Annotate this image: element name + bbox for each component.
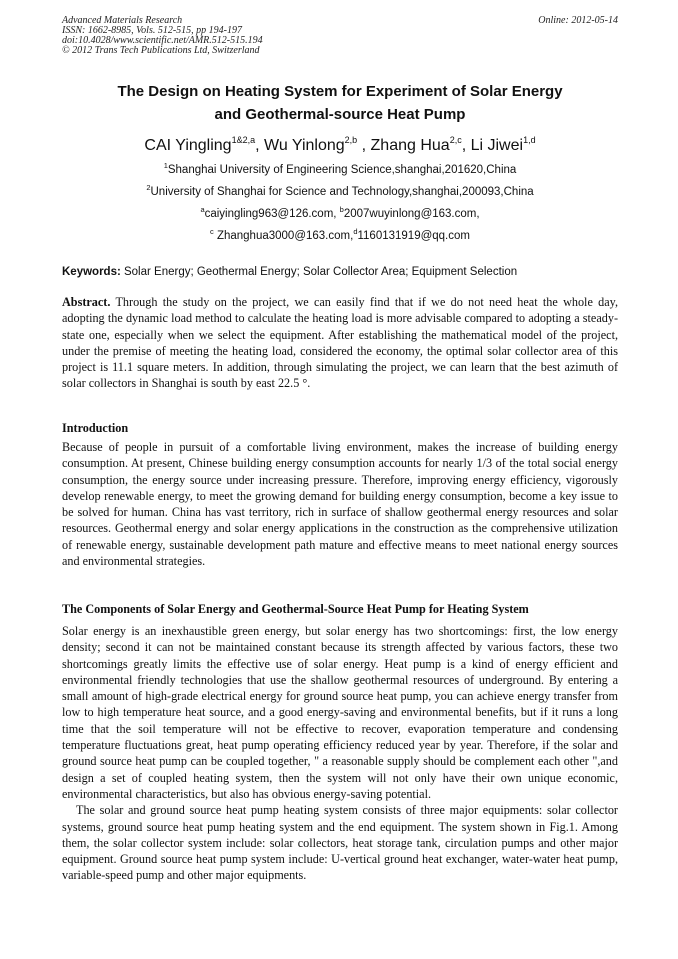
components-section (62, 623, 618, 884)
section-heading-components: The Components of Solar Energy and Geothermal-Source Heat Pump for Heating System (62, 602, 529, 616)
keywords-label: Keywords: (62, 266, 121, 278)
author-list: CAI Yingling$^{1\&2,a}$, Wu Yinlong$^{2,b}$ , Zhang Hua$^{2,c}$, Li Jiwei$^{1,d}$ (144, 135, 536, 154)
journal-header (62, 16, 618, 56)
title-line-2: and Geothermal-source Heat Pump (214, 106, 466, 123)
paper-title (62, 80, 618, 126)
abstract-label: Abstract. (62, 295, 111, 309)
components-paragraph-2: The solar and ground source heat pump heating system consists of three major equipments: solar collector systems, ground source heat pump heating system and the end equipment. The system shown in Fig.1. Among them, the solar collector system include: solar collectors, heat storage tank, circulation pumps and other major equipment. Ground source heat pump system include: U-vertical ground heat exchanger, water-water heat pump, variable-speed pump and other major equipments. (62, 803, 618, 883)
online-date: Online: 2012-05-14 (538, 15, 618, 26)
author-superscript: 1,d (523, 135, 536, 145)
author-superscript: 2,c (449, 135, 462, 145)
keywords-text: Solar Energy; Geothermal Energy; Solar Collector Area; Equipment Selection (120, 266, 518, 278)
affiliation-1: $^1$Shanghai University of Engineering Science,shanghai,201620,China (163, 161, 517, 176)
affiliation-2: $^2$University of Shanghai for Science and Technology,shanghai,200093,China (146, 183, 534, 198)
author-name: Li Jiwei (470, 137, 524, 154)
author-name: Wu Yinlong (264, 137, 345, 154)
section-heading-introduction: Introduction (62, 421, 129, 435)
author-superscript: 2,b (344, 135, 358, 145)
email-line-1: $^a$caiyingling963@126.com, $^b$2007wuyinlong@163.com, (200, 205, 480, 220)
author-name: Zhang Hua (370, 137, 450, 154)
abstract-text: Through the study on the project, we can easily find that if we do not need heat the whole day, adopting the dynamic load method to calculate the heating load is more advisable compared to adopting a steady-state one, especially when we select the equipment. After establishing the mathematical model of the project, under the premise of meeting the heating load, considered the economy, the optimal solar collector area of this project is 11.1 square meters. In addition, through simulating the project, we can learn that the best azimuth of solar collectors in Shanghai is south by east 22.5 °. (62, 295, 618, 391)
introduction-paragraph: Because of people in pursuit of a comfortable living environment, makes the increase of building energy consumption. At present, Chinese building energy consumption accounts for nearly 1/3 of the total social energy consumption, the energy source under increasing pressure. Therefore, improving energy efficiency, vigorously develop renewable energy, to meet the growing demand for building energy consumption, become a key issue to be solved for human. China has vast territory, rich in surface of shallow geothermal energy resources and solar resources. Geothermal energy and solar energy applications in the construction as the comprehensive utilization of renewable energy, sustainable development path mature and effective means to meet national energy sources and environmental strategies. (62, 440, 618, 569)
components-paragraph-1: Solar energy is an inexhaustible green energy, but solar energy has two shortcomings: first, the low energy density; second it can not be maintained constant because its strength affected by various factors, these two shortcomings greatly limits the effective use of solar energy. Heat pump is a kind of energy efficient and environmental friendly technologies that use the shallow geothermal resources of underground. By entering a small amount of high-grade electrical energy for ground source heat pump, you can achieve energy transfer from low to high temperature heat source, and a good energy-saving and environmental benefits, but if it runs a long time that the soil temperature will not be effective to recover, evaporation temperature and condensing temperature fluctuations great, heat pump operating efficiency reduced year by year. Therefore, if the solar and ground source heat pump can be coupled together, " a reasonable supply should be complement each other ",and design a set of coupled heating system, then the system will not only have their own unique economic, environmental characteristics, but also has obvious energy-saving potential. (62, 624, 618, 801)
journal-name: Advanced Materials Research (62, 15, 183, 26)
email-line-2: $^c$ Zhanghua3000@163.com,$^d$1160131919@qq.com (210, 227, 470, 242)
title-line-1: The Design on Heating System for Experiment of Solar Energy (117, 83, 563, 100)
doi-line: doi:10.4028/www.scientific.net/AMR.512-515.194 (62, 35, 263, 46)
issn-line: ISSN: 1662-8985, Vols. 512-515, pp 194-197 (62, 25, 242, 36)
author-superscript: 1&2,a (231, 135, 256, 145)
keywords (62, 265, 618, 279)
abstract (62, 294, 618, 392)
author-name: CAI Yingling (144, 137, 232, 154)
copyright-line: © 2012 Trans Tech Publications Ltd, Switzerland (62, 45, 260, 56)
